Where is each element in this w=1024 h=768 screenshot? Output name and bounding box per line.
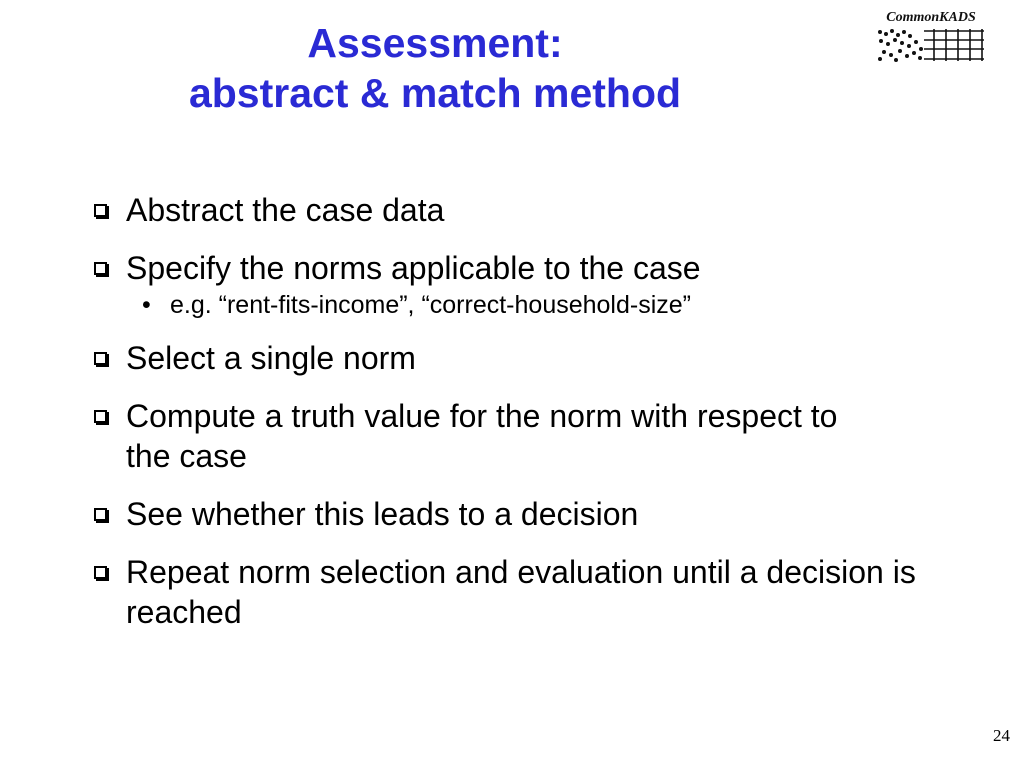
bullet-item [88, 552, 976, 632]
title-line-1: Assessment: [307, 20, 563, 66]
page-number: 24 [993, 726, 1010, 745]
checkbox-bullet-icon [94, 204, 107, 217]
logo-grid-icon [876, 28, 986, 62]
bullet-text: Abstract the case data [126, 192, 445, 228]
title-line-2: abstract & match method [188, 70, 682, 116]
bullet-item [88, 494, 988, 534]
sub-bullet-text: e.g. “rent-fits-income”, “correct-household-size” [170, 291, 691, 319]
commonkads-logo [874, 10, 988, 66]
bullet-text: Select a single norm [126, 340, 416, 376]
checkbox-bullet-icon [94, 508, 107, 521]
logo-text: CommonKADS [886, 10, 976, 25]
bullet-list [88, 190, 988, 650]
bullet-item [88, 190, 988, 230]
bullet-item [88, 338, 988, 378]
checkbox-bullet-icon [94, 262, 107, 275]
bullet-text: Compute a truth value for the norm with respect to the case [126, 398, 838, 474]
bullet-item [88, 396, 886, 476]
checkbox-bullet-icon [94, 410, 107, 423]
bullet-text: Specify the norms applicable to the case [126, 250, 701, 286]
slide-title [0, 18, 870, 118]
bullet-text: Repeat norm selection and evaluation until a decision is reached [126, 554, 916, 630]
bullet-text: See whether this leads to a decision [126, 496, 639, 532]
checkbox-bullet-icon [94, 352, 107, 365]
bullet-item [88, 248, 988, 288]
checkbox-bullet-icon [94, 566, 107, 579]
dot-bullet-icon: • [142, 291, 151, 319]
sub-bullet-item [88, 290, 988, 320]
